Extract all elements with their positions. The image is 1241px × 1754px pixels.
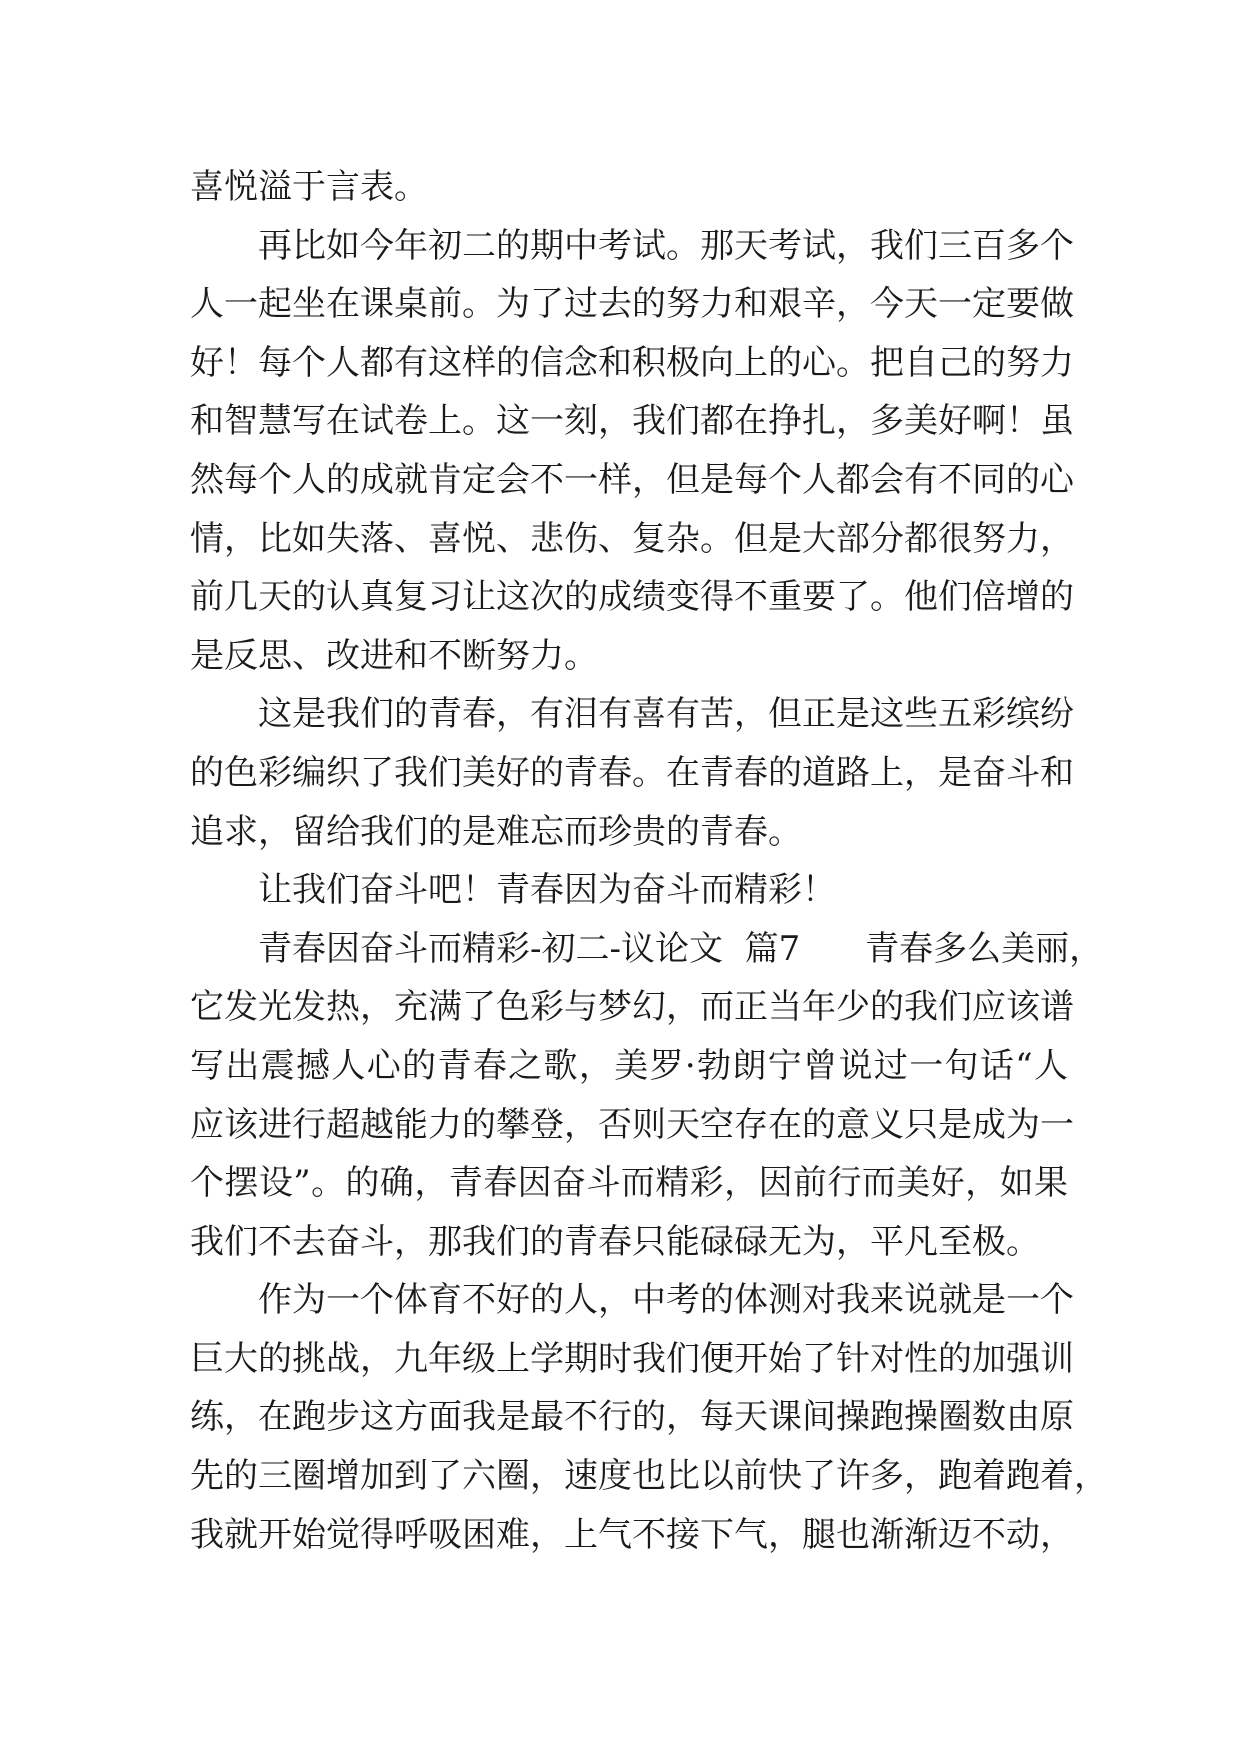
text-line: 人一起坐在课桌前。为了过去的努力和艰辛，今天一定要做 (190, 284, 1074, 325)
text-line: 先的三圈增加到了六圈，速度也比以前快了许多，跑着跑着， (190, 1456, 1108, 1497)
text-line: 是反思、改进和不断努力。 (190, 635, 598, 676)
text-line: 喜悦溢于言表。 (190, 167, 428, 207)
document-body (190, 158, 1108, 1564)
text-line: 个摆设”。的确，青春因奋斗而精彩，因前行而美好，如果 (190, 1163, 1068, 1204)
text-line: 应该进行超越能力的攀登，否则天空存在的意义只是成为一 (190, 1104, 1074, 1145)
text-line: 再比如今年初二的期中考试。那天考试，我们三百多个 (258, 225, 1074, 266)
text-line: 和智慧写在试卷上。这一刻，我们都在挣扎，多美好啊！虽 (190, 401, 1074, 442)
text-line: 巨大的挑战，九年级上学期时我们便开始了针对性的加强训 (190, 1338, 1074, 1379)
text-line: 我们不去奋斗，那我们的青春只能碌碌无为，平凡至极。 (190, 1221, 1040, 1262)
text-line: 好！每个人都有这样的信念和积极向上的心。把自己的努力 (190, 342, 1074, 383)
text-line: 写出震撼人心的青春之歌，美罗·勃朗宁曾说过一句话“人 (190, 1045, 1068, 1086)
text-line: 然每个人的成就肯定会不一样，但是每个人都会有不同的心 (190, 459, 1074, 500)
text-line: 它发光发热，充满了色彩与梦幻，而正当年少的我们应该谱 (190, 987, 1074, 1028)
text-line: 情，比如失落、喜悦、悲伤、复杂。但是大部分都很努力， (190, 518, 1074, 559)
text-line: 的色彩编织了我们美好的青春。在青春的道路上，是奋斗和 (190, 752, 1074, 793)
text-line: 这是我们的青春，有泪有喜有苦，但正是这些五彩缤纷 (258, 694, 1074, 735)
text-line: 我就开始觉得呼吸困难，上气不接下气，腿也渐渐迈不动， (190, 1514, 1074, 1555)
text-line: 追求，留给我们的是难忘而珍贵的青春。 (190, 811, 802, 852)
text-line: 练，在跑步这方面我是最不行的，每天课间操跑操圈数由原 (190, 1397, 1074, 1438)
text-line: 前几天的认真复习让这次的成绩变得不重要了。他们倍增的 (190, 577, 1074, 618)
text-line: 作为一个体育不好的人，中考的体测对我来说就是一个 (258, 1280, 1074, 1321)
text-line: 青春因奋斗而精彩-初二-议论文 篇7 青春多么美丽， (258, 928, 1104, 969)
text-line: 让我们奋斗吧！青春因为奋斗而精彩！ (258, 870, 836, 911)
